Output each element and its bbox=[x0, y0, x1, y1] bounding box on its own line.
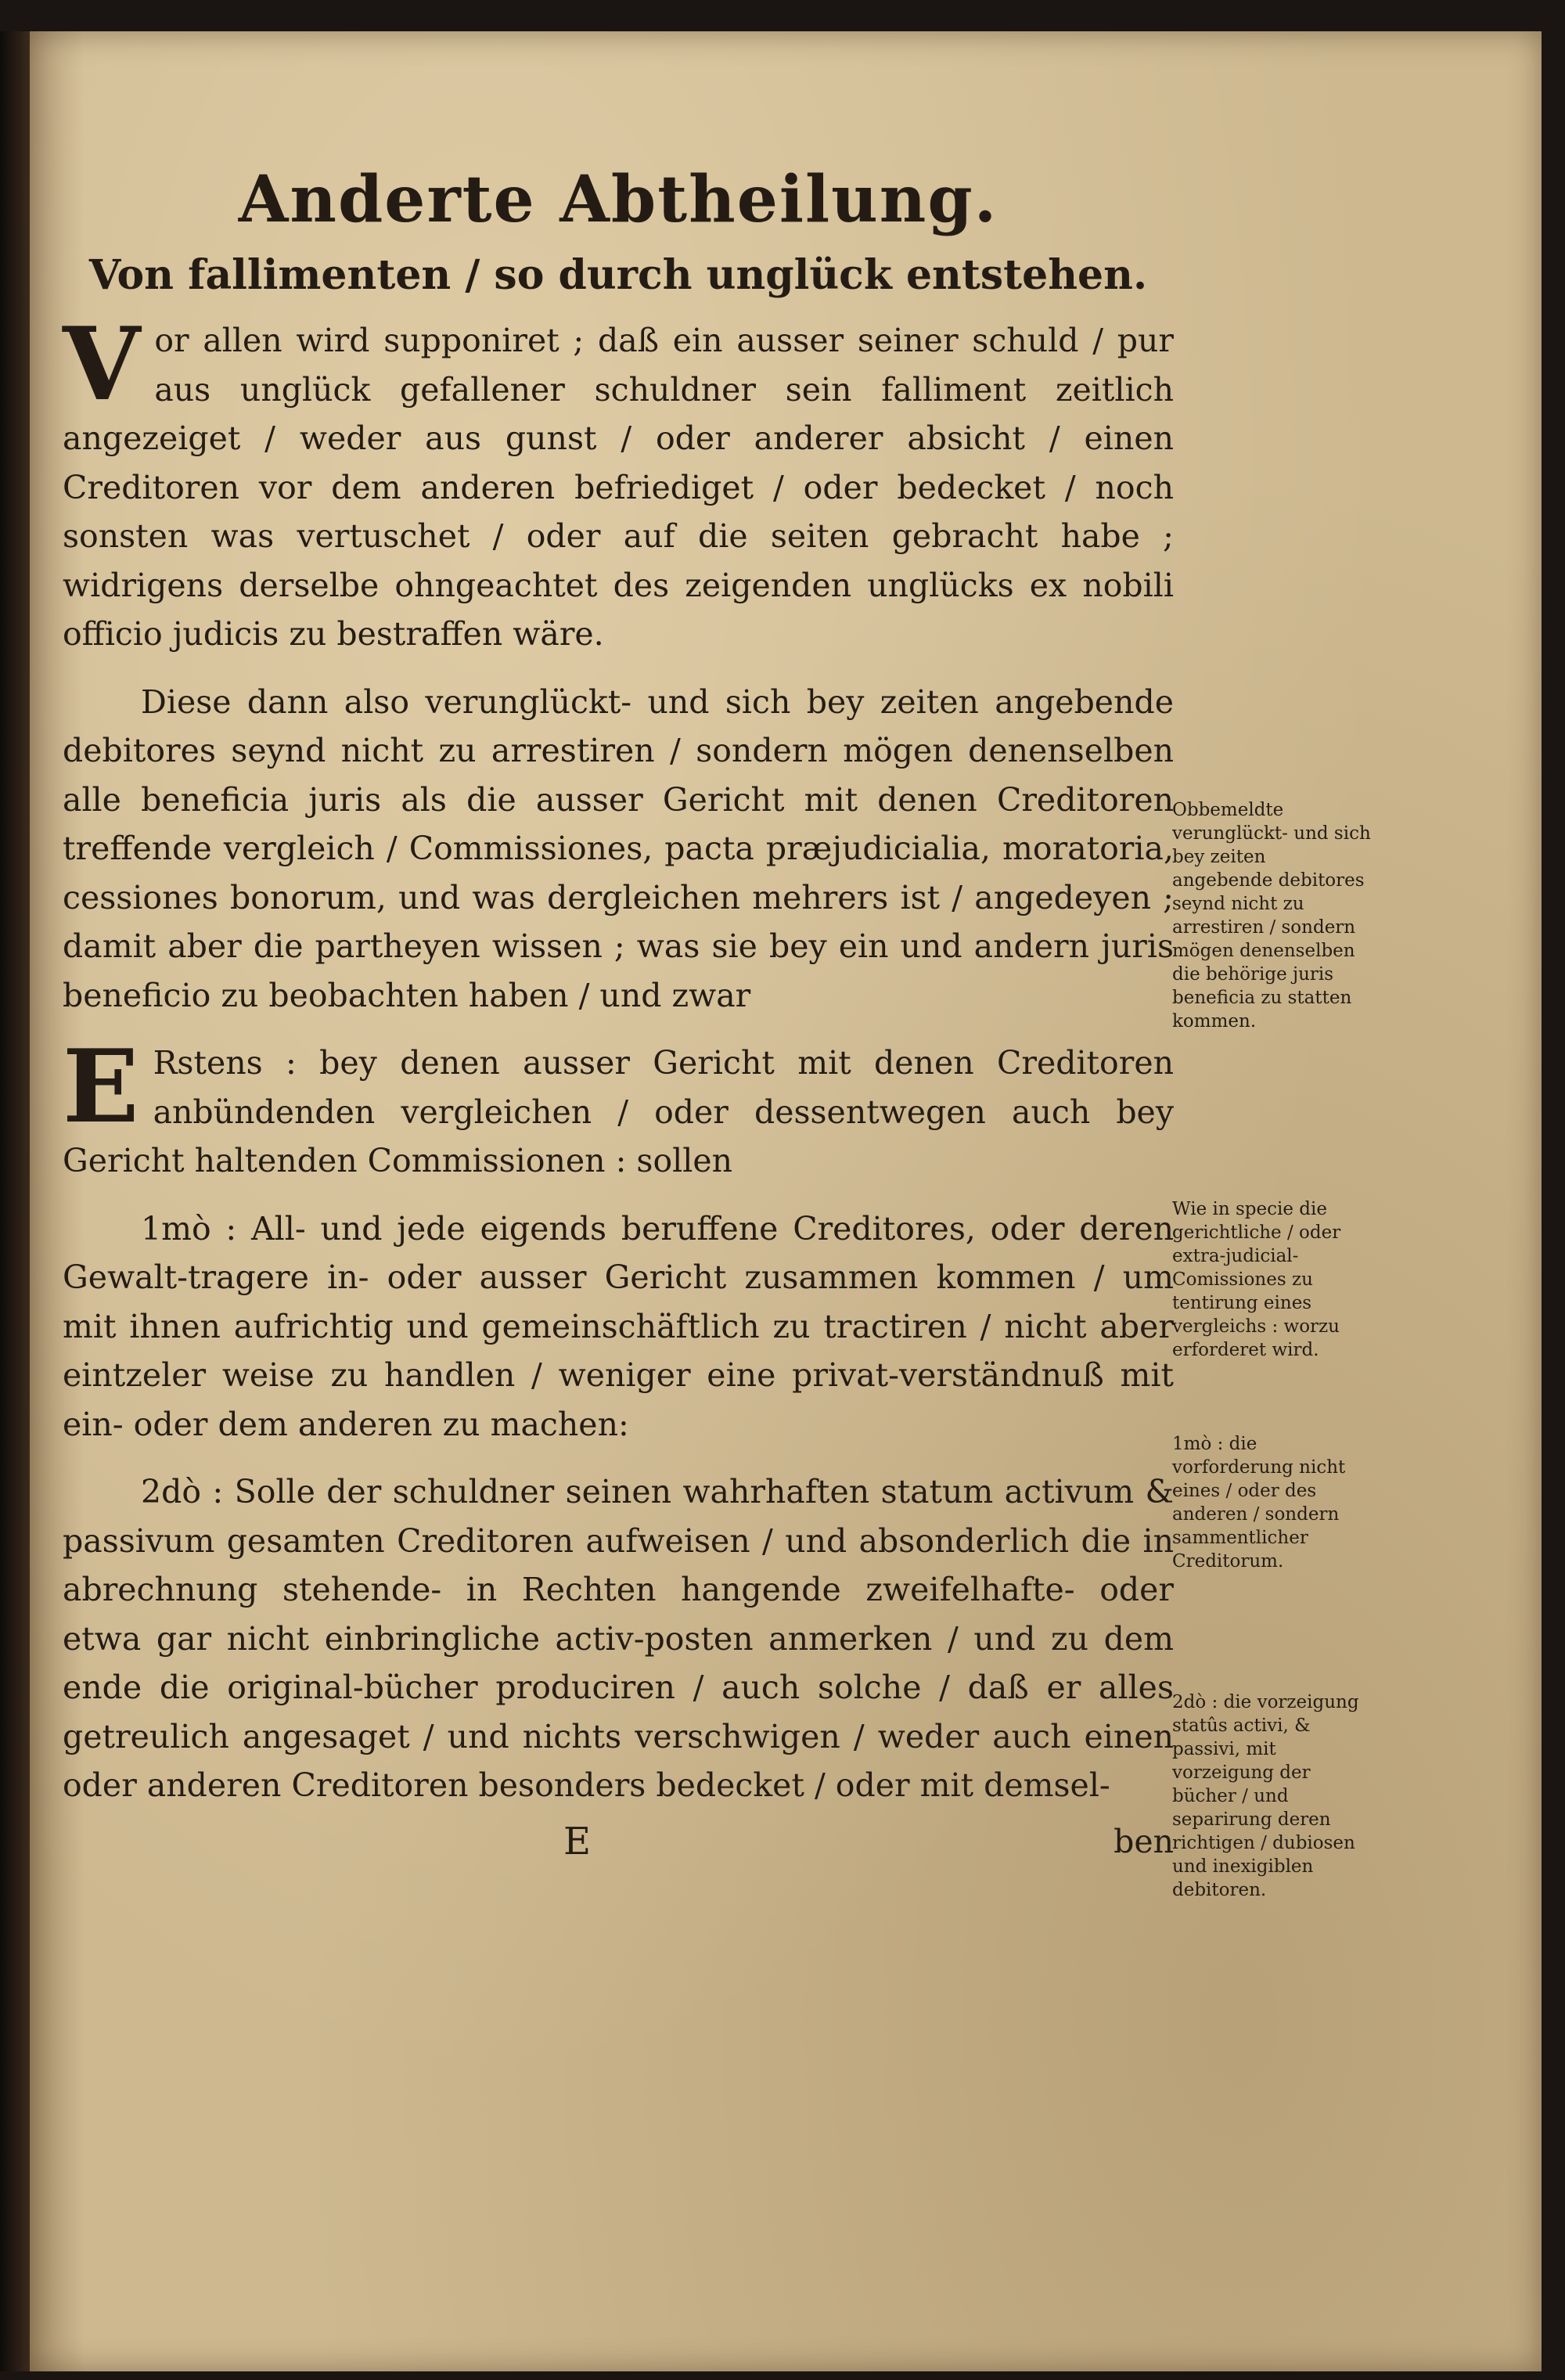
marginal-notes-column bbox=[1172, 751, 1372, 2317]
marginal-note-1: Obbemeldte verunglückt- und sich bey zeiten angebende debitores seynd nicht zu arrestiren / sondern mögen denenselben die behörige juris beneficia zu statten kommen. bbox=[1172, 800, 1371, 1032]
section-heading: Anderte Abtheilung. bbox=[238, 162, 998, 237]
paragraph-2 bbox=[63, 678, 1174, 1021]
paragraph-text: Rstens : bey denen ausser Gericht mit denen Creditoren anbündenden vergleichen / oder dessentwegen auch bey Gericht haltenden Commissionen : sollen bbox=[63, 1044, 1174, 1179]
paragraph-1 bbox=[63, 306, 1174, 659]
catchword: ben bbox=[1113, 1822, 1174, 1860]
paragraph-text: or allen wird supponiret ; daß ein ausser seiner schuld / pur aus unglück gefallener schuldner sein falliment zeitlich angezeiget / weder aus gunst / oder anderer absicht / einen Creditoren vor dem anderen befriediget / oder bedecket / noch sonsten was vertuschet / oder auf die seiten gebracht habe ; widrigens derselbe ohngeachtet des zeigenden unglücks ex nobili officio judicis zu bestraffen wäre. bbox=[63, 322, 1174, 653]
marginal-note-4: 2dò : die vorzeigung statûs activi, & passivi, mit vorzeigung der bücher / und separirung deren richtigen / dubiosen und inexigiblen debitoren. bbox=[1172, 1692, 1359, 1900]
drop-cap: E bbox=[63, 1028, 139, 1146]
paragraph-text: 1mò : All- und jede eigends beruffene Creditores, oder deren Gewalt-tragere in- oder ausser Gericht zusammen kommen / um mit ihnen aufrichtig und gemeinschäftlich zu tractiren / nicht aber eintzeler weise zu handlen / weniger eine privat-verständnuß mit ein- oder dem anderen zu machen: bbox=[63, 1209, 1174, 1443]
paragraph-4 bbox=[63, 1204, 1174, 1449]
paragraph-text: Diese dann also verunglückt- und sich bey zeiten angebende debitores seynd nicht zu arrestiren / sondern mögen denenselben alle beneficia juris als die ausser Gericht mit denen Creditoren treffende vergleich / Commissiones, pacta præjudicialia, moratoria, cessiones bonorum, und was dergleichen mehrers ist / angedeyen ; damit aber die partheyen wissen ; was sie bey ein und andern juris beneficio zu beobachten haben / und zwar bbox=[63, 682, 1174, 1014]
paragraph-3 bbox=[63, 1028, 1174, 1186]
marginal-note-3: 1mò : die vorforderung nicht eines / oder des anderen / sondern sammentlicher Creditorum. bbox=[1172, 1434, 1346, 1572]
signature-mark: E bbox=[563, 1819, 592, 1863]
main-text-column bbox=[63, 157, 1174, 2317]
marginal-note-2: Wie in specie die gerichtliche / oder extra-judicial-Comissiones zu tentirung eines vergleichs : worzu erforderet wird. bbox=[1172, 1199, 1341, 1360]
drop-cap: V bbox=[63, 306, 141, 423]
page-footer bbox=[63, 1818, 1174, 1873]
paragraph-5 bbox=[63, 1467, 1174, 1810]
paragraph-text: 2dò : Solle der schuldner seinen wahrhaften statum activum & passivum gesamten Creditoren aufweisen / und absonderlich die in abrechnung stehende- in Rechten hangende zweifelhafte- oder etwa gar nicht einbringliche activ-posten anmerken / und zu dem ende die original-bücher produciren / auch solche / daß er alles getreulich angesaget / und nichts verschwigen / weder auch einen oder anderen Creditoren besonders bedecket / oder mit demsel- bbox=[63, 1473, 1174, 1804]
section-subheading: Von fallimenten / so durch unglück entstehen. bbox=[88, 251, 1148, 299]
binding-edge bbox=[0, 31, 30, 2371]
